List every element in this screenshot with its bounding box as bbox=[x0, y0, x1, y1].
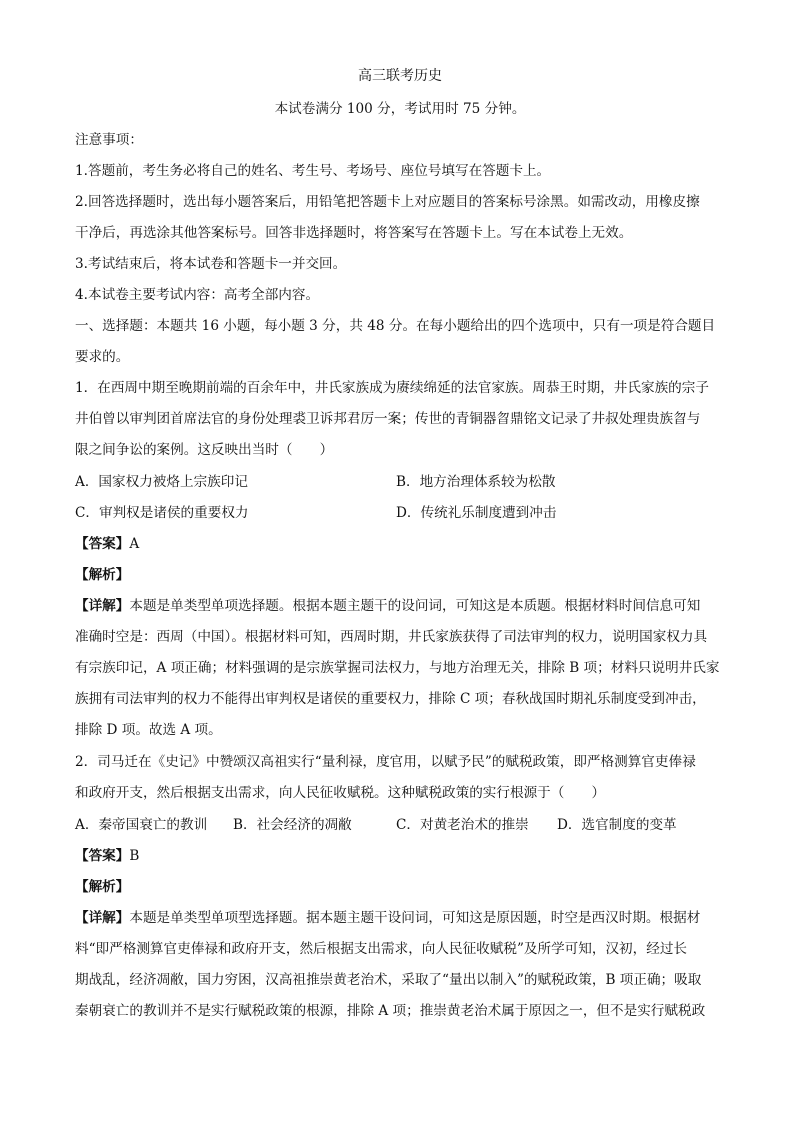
answer-value: A bbox=[129, 536, 140, 552]
q1-answer bbox=[75, 534, 725, 554]
q2-detail-2: 料“即严格测算官吏俸禄和政府开支，然后根据支出需求，向人民征收赋税”及所学可知，汉初，经过长 bbox=[75, 941, 688, 957]
answer-value: B bbox=[129, 848, 140, 864]
answer-tag: 【答案】 bbox=[75, 536, 130, 552]
q2-option-a: A．秦帝国衰亡的教训 bbox=[75, 817, 208, 833]
q2-answer bbox=[75, 846, 725, 866]
q2-option-c: C．对黄老治术的推崇 bbox=[396, 817, 529, 833]
q1-option-d: D．传统礼乐制度遭到冲击 bbox=[396, 505, 557, 521]
exam-title: 高三联考历史 bbox=[358, 68, 442, 84]
q1-detail-2: 准确时空是：西周（中国）。根据材料可知，西周时期，井氏家族获得了司法审判的权力，说明国家权力具 bbox=[75, 629, 708, 645]
q1-option-b: B．地方治理体系较为松散 bbox=[396, 474, 556, 490]
q1-detail-4: 族拥有司法审判的权力不能得出审判权是诸侯的重要权力，排除 C 项；春秋战国时期礼乐制度受到冲击， bbox=[75, 691, 706, 707]
detail-text: 本题是单类型单项型选择题。据本题主题干设问词，可知这是原因题，时空是西汉时期。根据材 bbox=[129, 910, 701, 926]
analysis-tag: 【解析】 bbox=[75, 879, 130, 895]
q1-detail-3: 有宗族印记，A 项正确；材料强调的是宗族掌握司法权力，与地方治理无关，排除 B 项；材料只说明井氏家 bbox=[75, 660, 720, 676]
exam-subtitle: 本试卷满分 100 分，考试用时 75 分钟。 bbox=[274, 101, 526, 117]
q2-detail-3: 期战乱，经济凋敝，国力穷困，汉高祖推崇黄老治术，采取了“量出以制入”的赋税政策，B 项正确；吸取 bbox=[75, 972, 702, 988]
q1-option-c: C．审判权是诸侯的重要权力 bbox=[75, 505, 249, 521]
notice-heading: 注意事项： bbox=[75, 132, 143, 148]
detail-tag: 【详解】 bbox=[75, 598, 130, 614]
q1-analysis-tag bbox=[75, 565, 725, 585]
notice-item-1: 1.答题前，考生务必将自己的姓名、考生号、考场号、座位号填写在答题卡上。 bbox=[75, 163, 551, 179]
answer-tag: 【答案】 bbox=[75, 848, 130, 864]
notice-item-3: 3.考试结束后，将本试卷和答题卡一并交回。 bbox=[75, 256, 347, 272]
notice-item-4: 4.本试卷主要考试内容：高考全部内容。 bbox=[75, 287, 320, 303]
q1-stem-3: 限之间争讼的案例。这反映出当时（ ） bbox=[75, 442, 334, 458]
section-instruction-cont: 要求的。 bbox=[75, 349, 130, 365]
q1-stem-2: 井伯曾以审判团首席法官的身份处理裘卫诉邦君厉一案；传世的青铜器曶鼎铭文记录了井叔处理贵族曶与 bbox=[75, 411, 701, 427]
q1-detail-5: 排除 D 项。故选 A 项。 bbox=[75, 722, 222, 738]
analysis-tag: 【解析】 bbox=[75, 567, 130, 583]
section-instruction: 一、选择题：本题共 16 小题，每小题 3 分，共 48 分。在每小题给出的四个选项中，只有一项是符合题目 bbox=[75, 318, 716, 334]
q2-option-b: B．社会经济的凋敝 bbox=[233, 817, 352, 833]
detail-text: 本题是单类型单项选择题。根据本题主题干的设问词，可知这是本质题。根据材料时间信息可知 bbox=[129, 598, 701, 614]
notice-item-2-cont: 干净后，再选涂其他答案标号。回答非选择题时，将答案写在答题卡上。写在本试卷上无效。 bbox=[75, 225, 633, 241]
q1-stem-1: 1．在西周中期至晚期前端的百余年中，井氏家族成为赓续绵延的法官家族。周恭王时期，井氏家族的宗子 bbox=[75, 380, 709, 396]
detail-tag: 【详解】 bbox=[75, 910, 130, 926]
q2-analysis-tag bbox=[75, 877, 725, 897]
q2-stem-2: 和政府开支，然后根据支出需求，向人民征收赋税。这种赋税政策的实行根源于（ ） bbox=[75, 785, 606, 801]
q2-detail-1 bbox=[75, 908, 725, 928]
q1-option-a: A．国家权力被烙上宗族印记 bbox=[75, 474, 248, 490]
notice-item-2: 2.回答选择题时，选出每小题答案后，用铅笔把答题卡上对应题目的答案标号涂黑。如需改动，用橡皮擦 bbox=[75, 194, 700, 210]
q2-stem-1: 2．司马迁在《史记》中赞颂汉高祖实行“量利禄，度官用，以赋予民”的赋税政策，即严格测算官吏俸禄 bbox=[75, 754, 696, 770]
q1-detail-1 bbox=[75, 596, 725, 616]
q2-option-d: D．选官制度的变革 bbox=[557, 817, 677, 833]
q2-detail-4: 秦朝衰亡的教训并不是实行赋税政策的根源，排除 A 项；推崇黄老治术属于原因之一，但不是实行赋税政 bbox=[75, 1003, 706, 1019]
